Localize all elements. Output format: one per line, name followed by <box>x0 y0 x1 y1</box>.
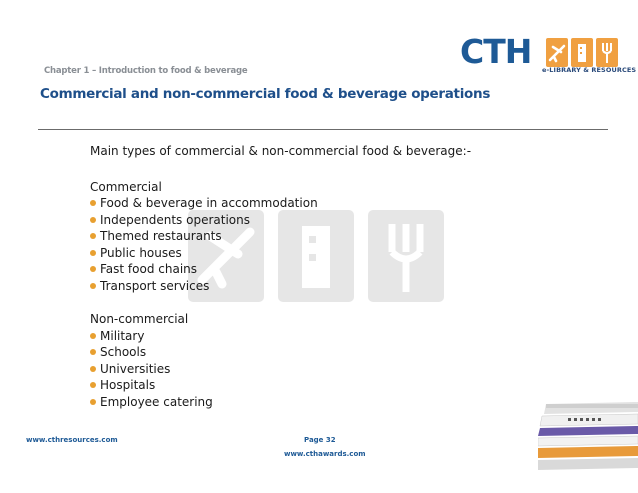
main-content <box>90 143 471 410</box>
page-title: Commercial and non-commercial food & beverage operations <box>40 86 491 102</box>
logo-tagline: e-LIBRARY & RESOURCES <box>542 66 637 74</box>
list-item: Themed restaurants <box>90 228 471 245</box>
plane-icon <box>546 38 568 67</box>
list-item: Schools <box>90 344 471 361</box>
list-item: Transport services <box>90 278 471 295</box>
cth-logo <box>460 32 637 80</box>
header-divider <box>38 129 608 130</box>
logo-wordmark: CTH <box>460 32 532 71</box>
list-item: Employee catering <box>90 394 471 411</box>
list-item: Universities <box>90 361 471 378</box>
noncommercial-heading: Non-commercial <box>90 312 189 326</box>
footer-awards-link[interactable]: www.cthawards.com <box>284 450 366 458</box>
list-item: Food & beverage in accommodation <box>90 195 471 212</box>
list-item: Hospitals <box>90 377 471 394</box>
fork-icon <box>596 38 618 67</box>
books-stack-icon <box>538 398 638 478</box>
list-item: Independents operations <box>90 212 471 229</box>
page-number: Page 32 <box>304 436 336 444</box>
list-item: Fast food chains <box>90 261 471 278</box>
chapter-label: Chapter 1 – Introduction to food & beverage <box>44 66 248 76</box>
intro-text: Main types of commercial & non-commercial food & beverage:- <box>90 144 472 158</box>
commercial-list <box>90 195 471 294</box>
noncommercial-list <box>90 328 471 411</box>
list-item: Military <box>90 328 471 345</box>
commercial-heading: Commercial <box>90 179 162 194</box>
list-item: Public houses <box>90 245 471 262</box>
building-icon <box>571 38 593 67</box>
footer-resources-link[interactable]: www.cthresources.com <box>26 436 118 444</box>
